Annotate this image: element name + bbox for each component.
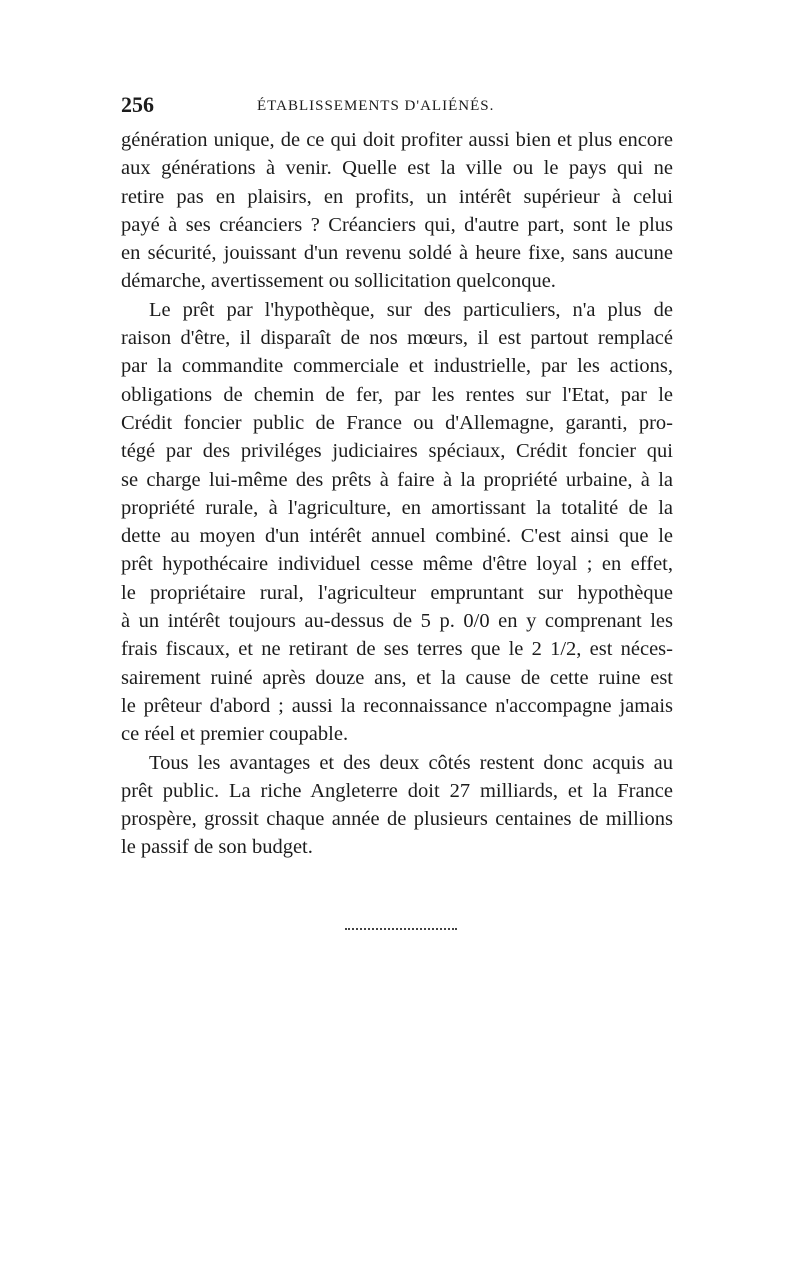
text-line: démarche, avertissement ou sollicitation quelconque. <box>121 270 556 293</box>
text-line: propriété rurale, à l'agriculture, en amortissant la totalité de la <box>121 496 673 519</box>
text-line: Crédit foncier public de France ou d'Allemagne, garanti, pro- <box>121 411 673 434</box>
body-text <box>121 126 673 862</box>
text-line: le passif de son budget. <box>121 836 313 859</box>
text-line: le propriétaire rural, l'agriculteur empruntant sur hypothèque <box>121 581 673 604</box>
text-line: prospère, grossit chaque année de plusieurs centaines de millions <box>121 808 673 831</box>
paragraph-first-line: Tous les avantages et des deux côtés restent donc acquis au <box>149 751 673 774</box>
text-line: prêt public. La riche Angleterre doit 27 milliards, et la France <box>121 779 673 802</box>
text-line: dette au moyen d'un intérêt annuel combiné. C'est ainsi que le <box>121 525 673 548</box>
end-divider <box>345 928 457 930</box>
text-line: génération unique, de ce qui doit profiter aussi bien et plus encore <box>121 129 673 151</box>
text-line: obligations de chemin de fer, par les rentes sur l'Etat, par le <box>121 383 673 406</box>
text-line: à un intérêt toujours au-dessus de 5 p. 0/0 en y comprenant les <box>121 610 673 633</box>
text-line: aux générations à venir. Quelle est la ville ou le pays qui ne <box>121 157 673 180</box>
text-line: frais fiscaux, et ne retirant de ses terres que le 2 1/2, est néces- <box>121 638 673 661</box>
text-line: sairement ruiné après douze ans, et la cause de cette ruine est <box>121 666 673 689</box>
text-line: retire pas en plaisirs, en profits, un intérêt supérieur à celui <box>121 185 673 208</box>
running-head <box>121 92 673 122</box>
text-line: raison d'être, il disparaît de nos mœurs, il est partout remplacé <box>121 327 673 350</box>
page-number: 256 <box>121 92 154 117</box>
text-line: prêt hypothécaire individuel cesse même d'être loyal ; en effet, <box>121 553 673 576</box>
text-line: se charge lui-même des prêts à faire à la propriété urbaine, à la <box>121 468 673 491</box>
paragraph-first-line: Le prêt par l'hypothèque, sur des particuliers, n'a plus de <box>149 298 673 321</box>
text-line: payé à ses créanciers ? Créanciers qui, d'autre part, sont le plus <box>121 213 673 236</box>
text-line: ce réel et premier coupable. <box>121 723 349 746</box>
running-title: ÉTABLISSEMENTS D'ALIÉNÉS. <box>257 98 495 114</box>
text-line: le prêteur d'abord ; aussi la reconnaissance n'accompagne jamais <box>121 694 673 717</box>
text-line: tégé par des priviléges judiciaires spéciaux, Crédit foncier qui <box>121 440 673 463</box>
text-line: par la commandite commerciale et industrielle, par les actions, <box>121 355 673 378</box>
text-line: en sécurité, jouissant d'un revenu soldé à heure fixe, sans aucune <box>121 242 673 265</box>
